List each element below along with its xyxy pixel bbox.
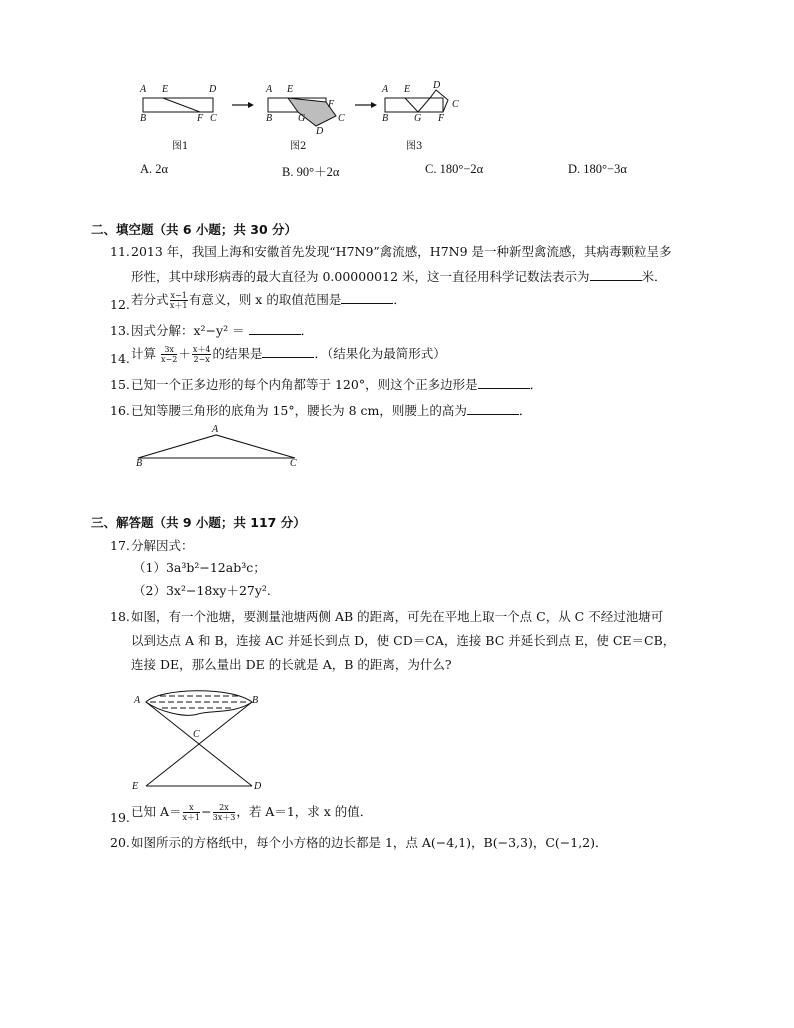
- q12-post: 有意义，则 x 的取值范围是: [188, 292, 342, 307]
- q14-number: 14.: [110, 351, 130, 366]
- q19-fraction-2: [213, 803, 236, 822]
- q14-plus: ＋: [178, 346, 191, 361]
- q12-line: [131, 291, 406, 310]
- q11-number: 11.: [110, 244, 130, 259]
- triangle-abc: [138, 435, 295, 458]
- option-c: C. 180°−2α: [425, 162, 484, 176]
- fig1-fold-line: [163, 98, 200, 112]
- q15-line: [131, 377, 542, 393]
- fig1-rectangle: [143, 98, 213, 112]
- q14-fraction-1: [161, 345, 177, 364]
- q19-fraction-1: [183, 803, 201, 822]
- fig1-label-E: E: [162, 84, 169, 95]
- q19-f1-denominator: x＋1: [182, 813, 201, 822]
- fig1-label-B: B: [140, 113, 147, 124]
- section3-title: 三、解答题（共 9 小题；共 117 分）: [91, 515, 306, 530]
- q11-line2: [131, 269, 667, 285]
- q16-line: [131, 403, 531, 419]
- pond-label-B: B: [252, 695, 259, 706]
- q15-text: 已知一个正多边形的每个内角都等于 120°，则这个正多边形是: [131, 377, 478, 392]
- fig3-caption: 图3: [406, 141, 423, 152]
- q14-answer-blank[interactable]: [262, 346, 314, 358]
- fig3-label-F: F: [438, 113, 445, 124]
- q12-answer-blank[interactable]: [341, 292, 393, 304]
- fig1-label-F: F: [197, 113, 204, 124]
- fig2-label-A: A: [266, 84, 273, 95]
- fig3-label-G: G: [414, 113, 422, 124]
- q19-f2-numerator: 2x: [213, 803, 236, 813]
- q15-answer-blank[interactable]: [478, 377, 530, 389]
- q18-line2: 以到达点 A 和 B，连接 AC 并延长到点 D，使 CD＝CA，连接 BC 并延长到点 E，使 CE＝CB，: [131, 633, 676, 648]
- isosceles-triangle-figure: [130, 428, 310, 473]
- q14-fraction-2: [192, 345, 212, 364]
- q19-post: ，若 A＝1，求 x 的值．: [236, 804, 373, 819]
- fig2-label-C: C: [338, 113, 345, 124]
- fig2-caption: 图2: [290, 141, 307, 152]
- q12-tail: ．: [393, 292, 406, 307]
- triangle-label-C: C: [290, 458, 297, 469]
- arrow-2-head: [371, 102, 377, 108]
- option-a: A. 2α: [140, 162, 169, 176]
- triangle-label-B: B: [136, 458, 143, 469]
- fig3-label-B: B: [382, 113, 389, 124]
- q19-f1-numerator: x: [183, 803, 201, 813]
- q17-number: 17.: [110, 538, 130, 553]
- q11-line1: 2013 年，我国上海和安徽首先发现“H7N9”禽流感，H7N9 是一种新型禽流感，其病毒颗粒呈多: [131, 244, 672, 259]
- q13-answer-blank[interactable]: [249, 323, 301, 335]
- q19-minus: −: [201, 804, 212, 819]
- q15-number: 15.: [110, 377, 130, 392]
- fig3-fold: [405, 90, 448, 112]
- q12-pre: 若分式: [131, 292, 169, 307]
- q14-f2-numerator: x＋4: [192, 345, 211, 354]
- arrow-1-head: [248, 102, 254, 108]
- fig3-label-D: D: [433, 80, 441, 91]
- q18-line3: 连接 DE，那么量出 DE 的长就是 A，B 的距离，为什么?: [131, 657, 452, 672]
- q13-number: 13.: [110, 323, 130, 338]
- pond-label-A: A: [134, 695, 141, 706]
- option-b: B. 90°＋2α: [282, 165, 340, 179]
- fig2-label-E: E: [287, 84, 294, 95]
- q19-pre: 已知 A＝: [131, 804, 182, 819]
- q18-number: 18.: [110, 609, 130, 624]
- pond-outline: [146, 691, 252, 716]
- fig2-label-B: B: [266, 113, 273, 124]
- fig1-label-D: D: [209, 84, 217, 95]
- q12-denominator: x＋1: [169, 301, 188, 310]
- q20-number: 20.: [110, 835, 130, 850]
- q12-fraction: [170, 291, 188, 310]
- triangle-label-A: A: [212, 424, 219, 435]
- q14-f1-numerator: 3x: [161, 345, 177, 355]
- fig2-label-G: G: [298, 113, 306, 124]
- q20-text: 如图所示的方格纸中，每个小方格的边长都是 1，点 A(−4,1)，B(−3,3)，C(−1,2)．: [131, 835, 608, 850]
- fig1-label-C: C: [210, 113, 217, 124]
- q16-number: 16.: [110, 403, 130, 418]
- fig2-label-D: D: [316, 126, 324, 137]
- q16-answer-blank[interactable]: [467, 403, 519, 415]
- q16-text: 已知等腰三角形的底角为 15°，腰长为 8 cm，则腰上的高为: [131, 403, 467, 418]
- pond-label-E: E: [132, 781, 139, 792]
- q18-line1: 如图，有一个池塘，要测量池塘两侧 AB 的距离，可先在平地上取一个点 C，从 C 不经过池塘可: [131, 609, 664, 624]
- fig3-rectangle: [385, 98, 443, 112]
- q14-post: 的结果是: [212, 346, 263, 361]
- q19-line: [131, 803, 372, 822]
- fig1-caption: 图1: [172, 141, 189, 152]
- q17-part1: （1）3a³b²−12ab³c；: [133, 560, 266, 575]
- q17-text: 分解因式：: [131, 538, 194, 553]
- q17-part2: （2）3x²−18xy＋27y².: [133, 583, 271, 598]
- q14-pre: 计算: [131, 346, 157, 361]
- fig1-label-A: A: [140, 84, 147, 95]
- section2-title: 二、填空题（共 6 小题；共 30 分）: [91, 222, 298, 237]
- q11-line2-text: 形性，其中球形病毒的最大直径为 0.00000012 米，这一直径用科学记数法表示为: [131, 269, 590, 284]
- fig3-label-E: E: [404, 84, 411, 95]
- q14-f2-denominator: 2−x: [193, 355, 210, 364]
- pond-label-C: C: [193, 729, 200, 740]
- q13-line: [131, 323, 313, 339]
- fig3-label-A: A: [382, 84, 389, 95]
- q12-number: 12.: [110, 297, 130, 312]
- q15-tail: ．: [529, 377, 543, 392]
- fig2-label-F: F: [328, 99, 335, 110]
- pond-figure: [140, 684, 260, 794]
- q13-tail: ．: [300, 323, 314, 338]
- q14-line: [131, 345, 446, 364]
- option-d: D. 180°−3α: [568, 162, 627, 176]
- q14-f1-denominator: x−2: [161, 355, 178, 364]
- pond-label-D: D: [254, 781, 262, 792]
- q13-text: 因式分解：x²−y² ＝: [131, 323, 245, 338]
- q11-tail: 米．: [641, 269, 667, 284]
- fig3-label-C: C: [452, 99, 459, 110]
- q19-f2-denominator: 3x＋3: [212, 813, 236, 822]
- q11-answer-blank[interactable]: [590, 269, 642, 281]
- q14-tail: ．（结果化为最简形式）: [314, 346, 446, 361]
- q19-number: 19.: [110, 810, 130, 825]
- q16-tail: ．: [518, 403, 532, 418]
- q12-numerator: x−1: [170, 291, 187, 300]
